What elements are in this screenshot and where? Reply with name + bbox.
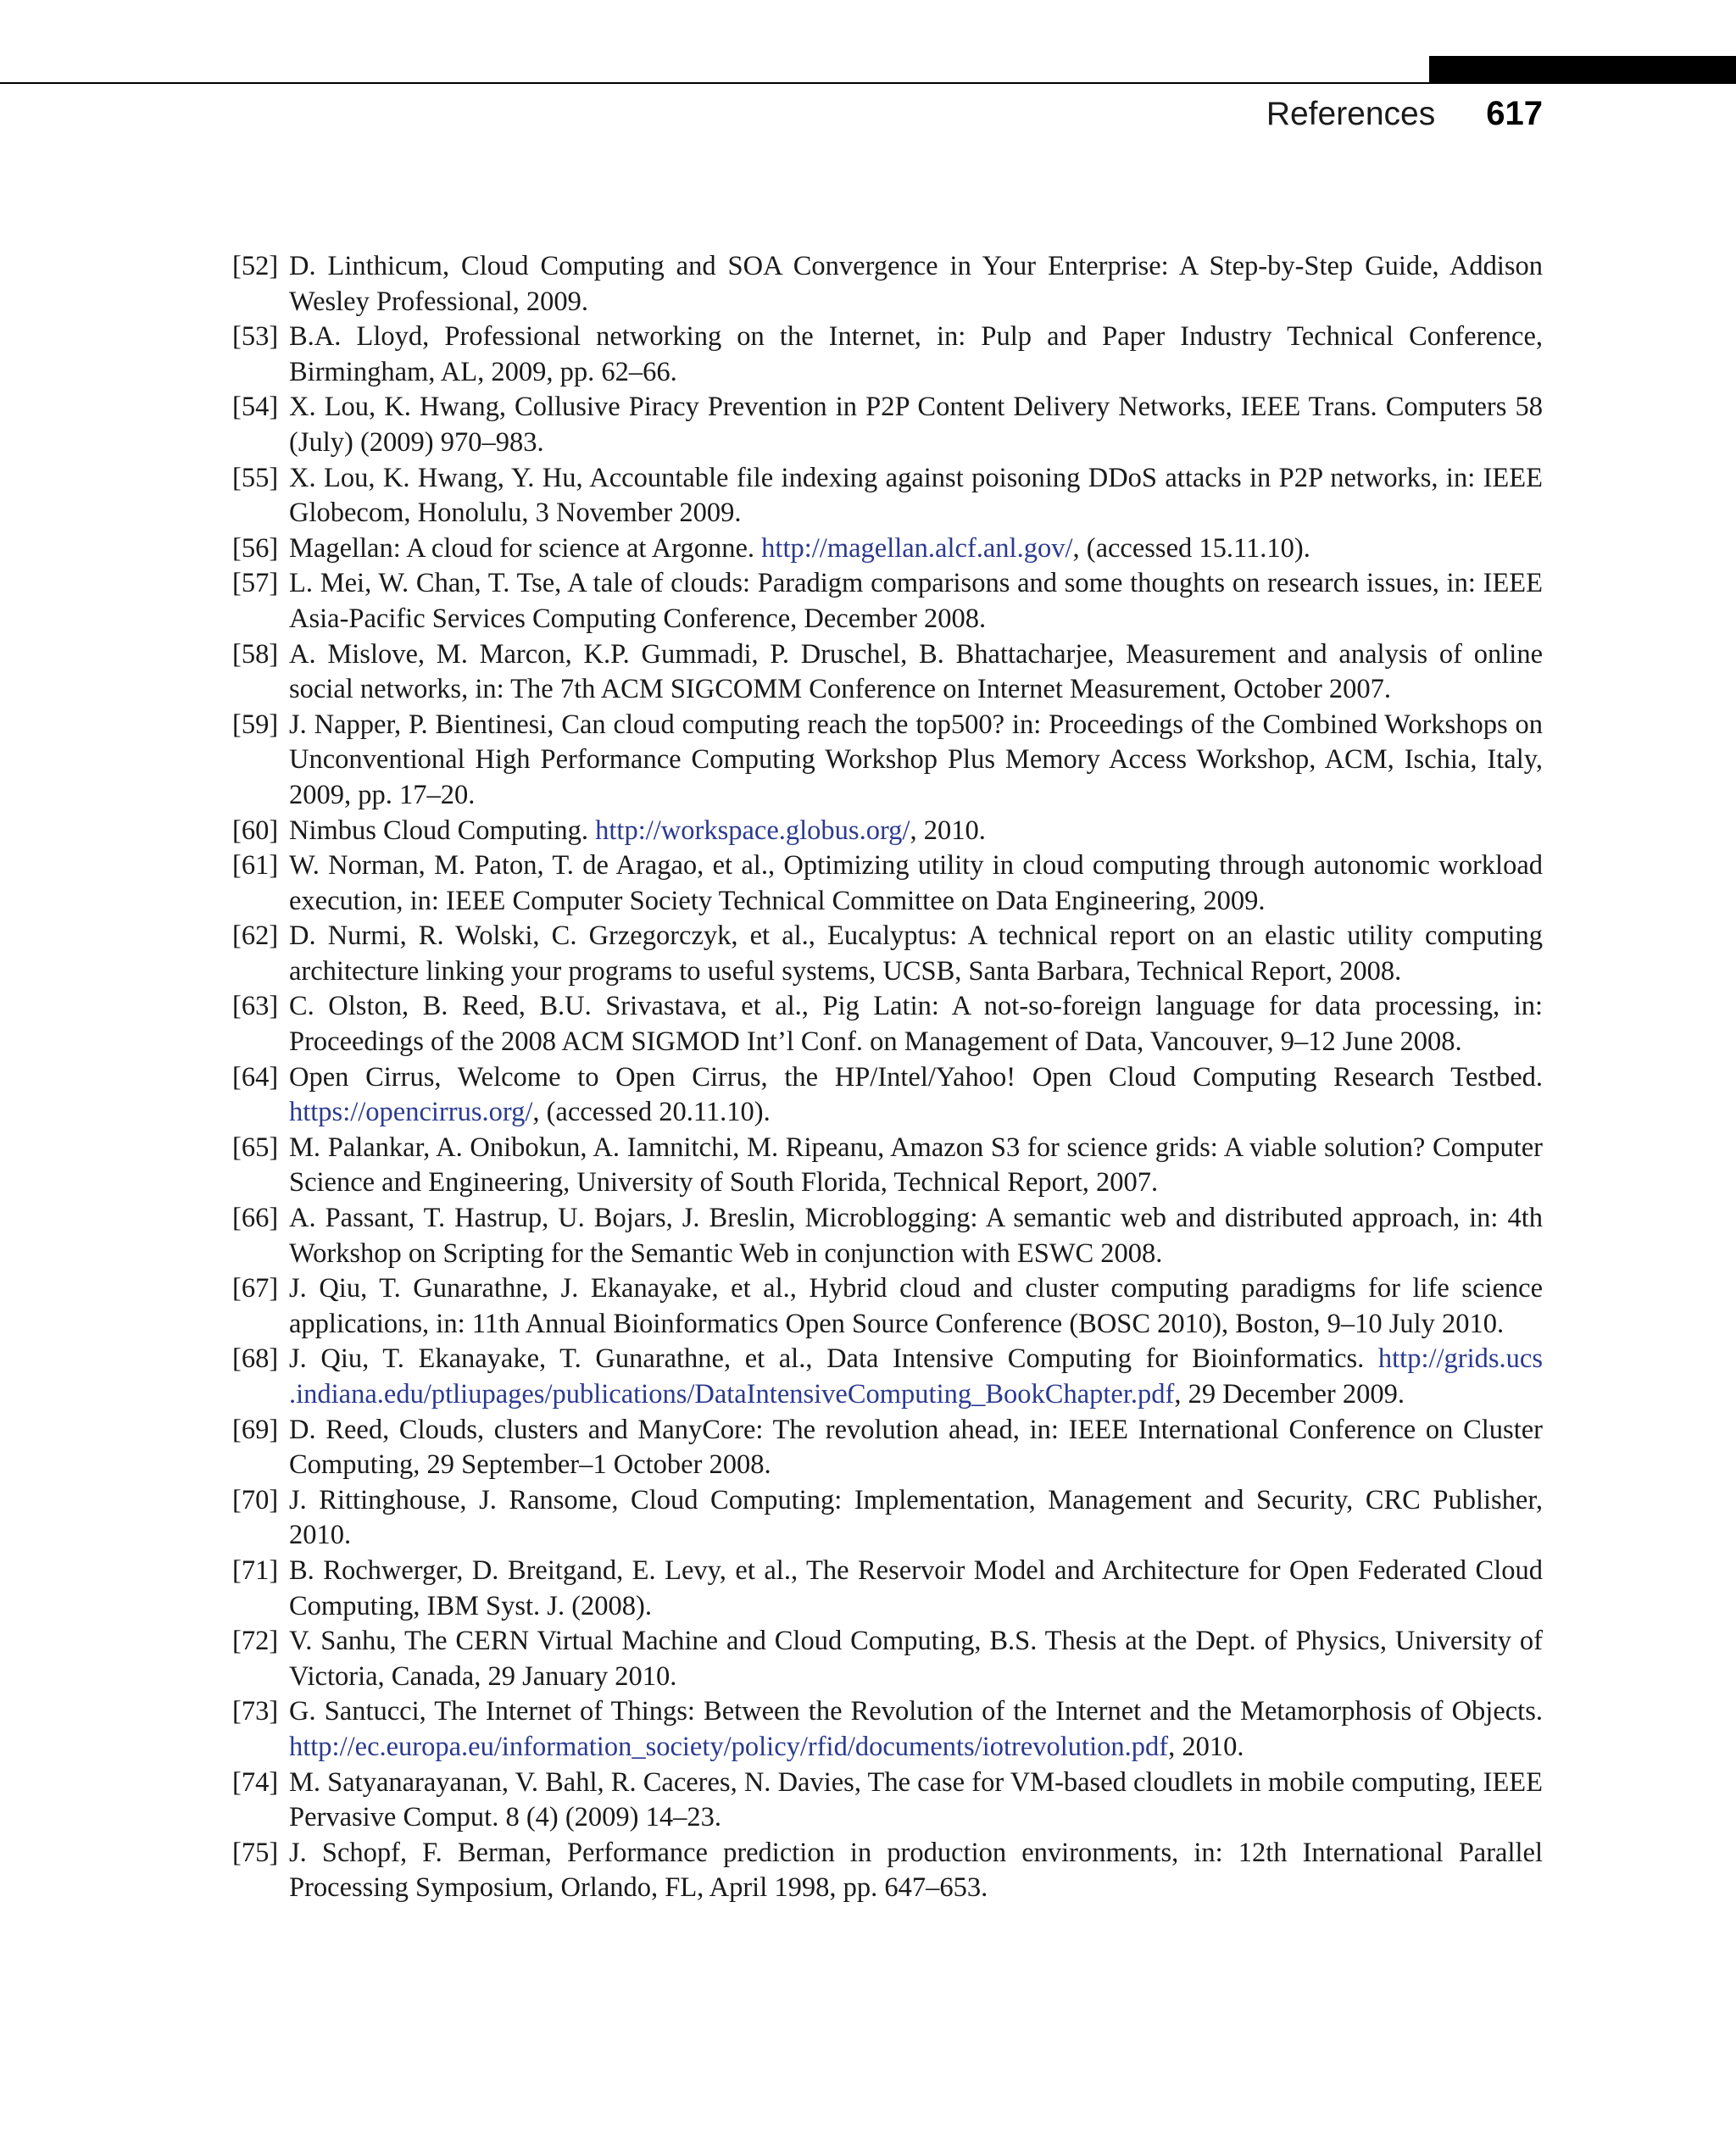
reference-number: [53] [232,321,279,353]
reference-text-segment: , (accessed 15.11.10). [1072,532,1310,564]
reference-number: [57] [232,568,279,599]
reference-text-segment: B.A. Lloyd, Professional networking on the Internet, in: Pulp and Paper Industry Technical Conference, Birmingham, AL, 2009, pp. 62–66. [289,321,1543,387]
reference-text-segment: , 2010. [1168,1731,1244,1762]
reference-text-segment: G. Santucci, The Internet of Things: Between the Revolution of the Internet and the Metamorphosis of Objects. [289,1696,1543,1727]
reference-text-segment: V. Sanhu, The CERN Virtual Machine and Cloud Computing, B.S. Thesis at the Dept. of Physics, University of Victoria, Canada, 29 January 2010. [289,1626,1543,1692]
reference-number: [58] [232,638,279,670]
running-head [1266,95,1543,142]
reference-link[interactable]: http://magellan.alcf.anl.gov/ [761,532,1073,564]
reference-item [232,566,1543,637]
reference-item [232,1271,1543,1342]
reference-item [232,919,1543,989]
reference-number: [74] [232,1766,279,1798]
reference-number: [72] [232,1626,279,1657]
reference-item [232,1131,1543,1201]
reference-item [232,1694,1543,1765]
reference-text-segment: X. Lou, K. Hwang, Y. Hu, Accountable file indexing against poisoning DDoS attacks in P2P networks, in: IEEE Globecom, Honolulu, 3 November 2009. [289,462,1543,529]
reference-item [232,637,1543,708]
reference-text-segment: J. Qiu, T. Gunarathne, J. Ekanayake, et al., Hybrid cloud and cluster computing paradigms for life science applications, in: 11th Annual Bioinformatics Open Source Conference (BOSC 2010), Boston, 9–10 July 2010. [289,1273,1543,1339]
reference-text-segment: X. Lou, K. Hwang, Collusive Piracy Prevention in P2P Content Delivery Networks, IEEE Trans. Computers 58 (July) (2009) 970–983. [289,392,1543,458]
page-number: 617 [1486,95,1543,132]
reference-link[interactable]: http://ec.europa.eu/information_society/policy/rfid/documents/iotrevolution.pdf [289,1731,1169,1762]
reference-item [232,1342,1543,1412]
reference-text-segment: L. Mei, W. Chan, T. Tse, A tale of clouds: Paradigm comparisons and some thoughts on research issues, in: IEEE Asia-Pacific Services Computing Conference, December 2008. [289,568,1543,634]
reference-number: [66] [232,1203,279,1234]
reference-item [232,814,1543,849]
reference-item [232,1483,1543,1554]
reference-item [232,531,1543,567]
reference-number: [67] [232,1273,279,1304]
reference-number: [75] [232,1837,279,1868]
reference-text [289,1696,1543,1762]
reference-text [289,1838,1543,1904]
reference-text-segment: Open Cirrus, Welcome to Open Cirrus, the HP/Intel/Yahoo! Open Cloud Computing Research Testbed. [289,1061,1543,1093]
reference-text-segment: D. Nurmi, R. Wolski, C. Grzegorczyk, et al., Eucalyptus: A technical report on an elastic utility computing architecture linking your programs to useful systems, UCSB, Santa Barbara, Technical Report, 2008. [289,920,1543,987]
reference-text [289,920,1543,987]
reference-text [289,1132,1543,1198]
reference-item [232,249,1543,320]
reference-number: [69] [232,1414,279,1445]
reference-link[interactable]: http://grids.ucs .indiana.edu/ptliupages/publications/DataIntensiveComputing_BookChapter.pdf [289,1343,1543,1410]
reference-text [289,533,1310,564]
reference-text-segment: D. Linthicum, Cloud Computing and SOA Convergence in Your Enterprise: A Step-by-Step Guide, Addison Wesley Professional, 2009. [289,251,1543,317]
reference-number: [70] [232,1484,279,1515]
reference-item [232,461,1543,531]
reference-item [232,1201,1543,1271]
reference-link[interactable]: https://opencirrus.org/ [289,1097,533,1128]
reference-number: [56] [232,532,279,564]
reference-text-segment: C. Olston, B. Reed, B.U. Srivastava, et al., Pig Latin: A not-so-foreign language for data processing, in: Proceedings of the 2008 ACM SIGMOD Int’l Conf. on Management of Data, Vancouver, 9–12 June 2008. [289,991,1543,1058]
reference-number: [62] [232,920,279,952]
reference-text [289,850,1543,916]
reference-item [232,1060,1543,1131]
reference-text-segment: , (accessed 20.11.10). [532,1097,771,1128]
reference-text [289,1626,1543,1692]
reference-text [289,1767,1543,1833]
reference-text-segment: J. Rittinghouse, J. Ransome, Cloud Computing: Implementation, Management and Security, CRC Publisher, 2010. [289,1484,1543,1551]
reference-text [289,991,1543,1057]
reference-number: [64] [232,1061,279,1093]
header-rule [0,82,1736,84]
reference-text [289,815,986,846]
reference-text-segment: J. Schopf, F. Berman, Performance prediction in production environments, in: 12th International Parallel Processing Symposium, Orlando, FL, April 1998, pp. 647–653. [289,1837,1543,1904]
reference-text-segment: J. Napper, P. Bientinesi, Can cloud computing reach the top500? in: Proceedings of the Combined Workshops on Unconventional High Performance Computing Workshop Plus Memory Access Workshop, ACM, Ischia, Italy, 2009, pp. 17–20. [289,709,1543,810]
reference-text [289,1273,1543,1339]
reference-text-segment: J. Qiu, T. Ekanayake, T. Gunarathne, et al., Data Intensive Computing for Bioinformatics. [289,1343,1378,1375]
reference-text-segment: Nimbus Cloud Computing. [289,815,596,846]
reference-text [289,1203,1543,1269]
reference-text-segment: D. Reed, Clouds, clusters and ManyCore: The revolution ahead, in: IEEE International Conference on Cluster Computing, 29 September–1 October 2008. [289,1414,1543,1481]
reference-text [289,251,1543,317]
reference-text-segment: , 2010. [910,815,986,846]
reference-text [289,321,1543,387]
reference-text [289,1485,1543,1551]
reference-item [232,1624,1543,1694]
reference-number: [59] [232,709,279,740]
reference-item [232,989,1543,1059]
reference-text [289,463,1543,529]
reference-text [289,1415,1543,1481]
reference-item [232,1766,1543,1836]
reference-text [289,1555,1543,1621]
reference-item [232,848,1543,919]
reference-number: [71] [232,1554,279,1586]
reference-text [289,709,1543,810]
reference-number: [60] [232,815,279,846]
reference-number: [54] [232,392,279,423]
reference-number: [55] [232,462,279,493]
reference-number: [52] [232,251,279,281]
reference-number: [65] [232,1132,279,1163]
reference-text-segment: W. Norman, M. Paton, T. de Aragao, et al., Optimizing utility in cloud computing through autonomic workload execution, in: IEEE Computer Society Technical Committee on Data Engineering, 2009. [289,850,1543,916]
reference-text [289,568,1543,634]
reference-text-segment: M. Palankar, A. Onibokun, A. Iamnitchi, M. Ripeanu, Amazon S3 for science grids: A viable solution? Computer Science and Engineering, University of South Florida, Technical Report, 2007. [289,1132,1543,1198]
reference-number: [68] [232,1343,279,1375]
reference-item [232,1413,1543,1483]
reference-link[interactable]: http://workspace.globus.org/ [595,815,910,846]
reference-text-segment: , 29 December 2009. [1174,1379,1405,1410]
reference-text [289,392,1543,458]
header-black-bar [1429,56,1736,84]
reference-item [232,390,1543,460]
reference-text [289,1062,1543,1128]
reference-number: [73] [232,1696,279,1727]
reference-text [289,639,1543,705]
reference-number: [63] [232,991,279,1022]
reference-item [232,1836,1543,1906]
reference-number: [61] [232,850,279,881]
reference-text-segment: A. Passant, T. Hastrup, U. Bojars, J. Breslin, Microblogging: A semantic web and distributed approach, in: 4th Workshop on Scripting for the Semantic Web in conjunction with ESWC 2008. [289,1203,1543,1269]
reference-item [232,320,1543,390]
reference-text-segment: Magellan: A cloud for science at Argonne. [289,532,762,564]
reference-text-segment: M. Satyanarayanan, V. Bahl, R. Caceres, N. Davies, The case for VM-based cloudlets in mobile computing, IEEE Pervasive Comput. 8 (4) (2009) 14–23. [289,1766,1543,1833]
reference-text-segment: A. Mislove, M. Marcon, K.P. Gummadi, P. Druschel, B. Bhattacharjee, Measurement and analysis of online social networks, in: The 7th ACM SIGCOMM Conference on Internet Measurement, October 2007. [289,638,1543,705]
reference-text [289,1343,1543,1410]
reference-item [232,708,1543,814]
section-title: References [1266,96,1436,132]
reference-item [232,1554,1543,1624]
reference-list [232,249,1543,1906]
reference-text-segment: B. Rochwerger, D. Breitgand, E. Levy, et al., The Reservoir Model and Architecture for Open Federated Cloud Computing, IBM Syst. J. (2008). [289,1554,1543,1621]
